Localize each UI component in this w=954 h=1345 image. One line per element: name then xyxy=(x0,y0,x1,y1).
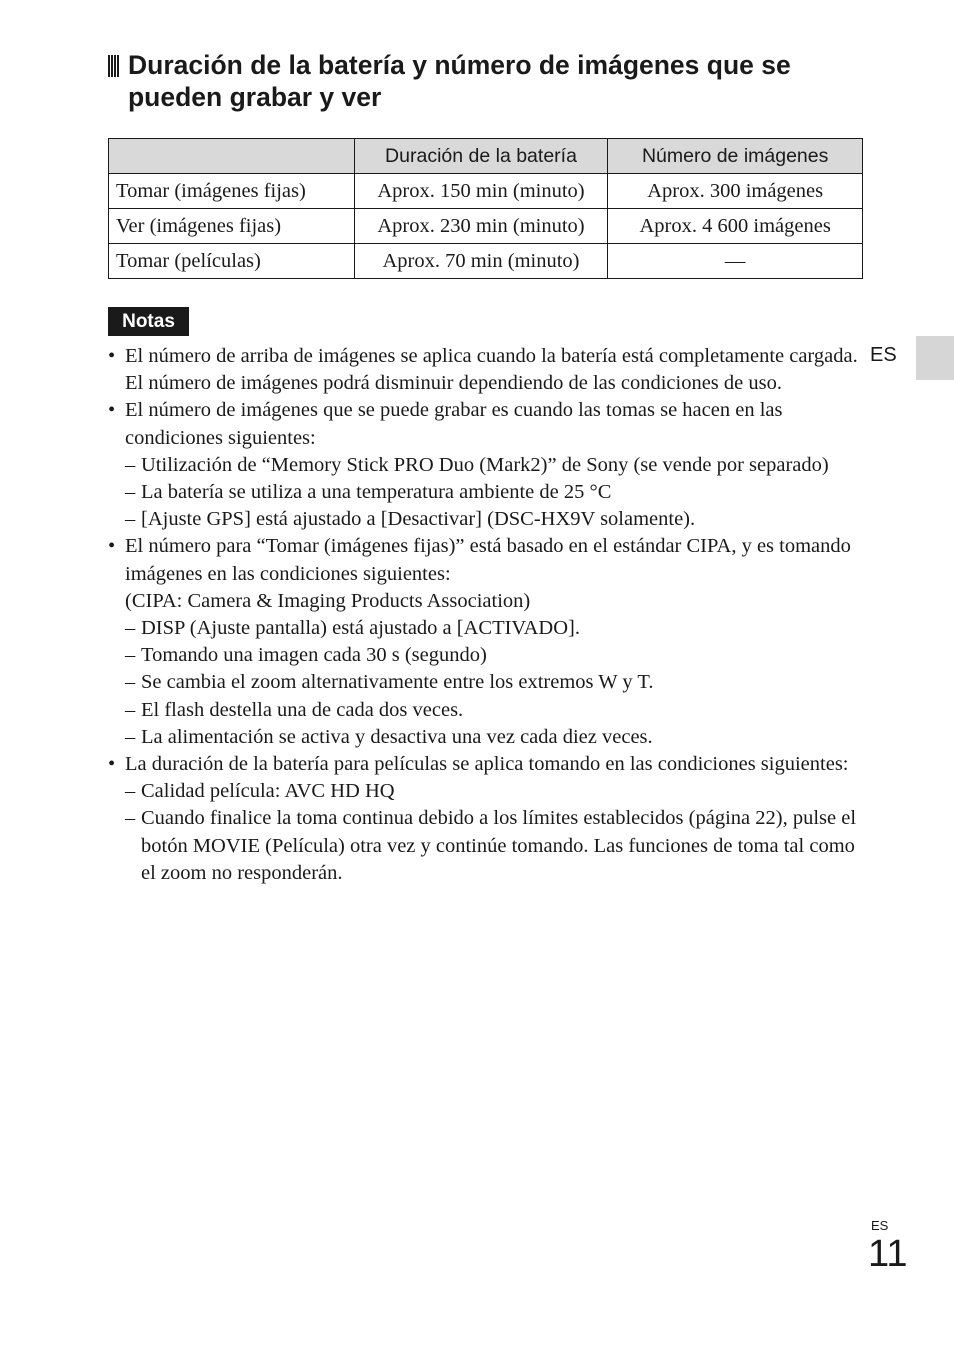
note-subitem: – DISP (Ajuste pantalla) está ajustado a [ACTIVADO]. xyxy=(125,615,868,642)
section-heading xyxy=(108,49,868,113)
table-header-cell xyxy=(109,139,355,174)
note-subitem: – Tomando una imagen cada 30 s (segundo) xyxy=(125,642,868,669)
side-tab xyxy=(916,336,954,380)
note-text: El número de imágenes que se puede grabar es cuando las tomas se hacen en las condiciones siguientes: xyxy=(125,399,783,449)
note-extra: (CIPA: Camera & Imaging Products Association) xyxy=(125,589,531,612)
note-subitem: – Utilización de “Memory Stick PRO Duo (Mark2)” de Sony (se vende por separado) xyxy=(125,452,868,479)
table-cell: Aprox. 70 min (minuto) xyxy=(354,244,608,279)
table-cell: Aprox. 150 min (minuto) xyxy=(354,174,608,209)
note-text: El número de arriba de imágenes se aplica cuando la batería está completamente cargada. El número de imágenes podrá disminuir dependiendo de las condiciones de uso. xyxy=(125,345,858,395)
table-cell: — xyxy=(608,244,863,279)
table-row xyxy=(109,244,863,279)
table-header-cell: Número de imágenes xyxy=(608,139,863,174)
heading-title: Duración de la batería y número de imágenes que se pueden grabar y ver xyxy=(128,50,791,112)
table-header-row xyxy=(109,139,863,174)
table-cell: Aprox. 4 600 imágenes xyxy=(608,209,863,244)
note-subitem: – La batería se utiliza a una temperatura ambiente de 25 °C xyxy=(125,479,868,506)
page-number: 11 xyxy=(868,1233,908,1275)
note-subitem: – [Ajuste GPS] está ajustado a [Desactivar] (DSC-HX9V solamente). xyxy=(125,506,868,533)
note-text: La duración de la batería para películas se aplica tomando en las condiciones siguientes: xyxy=(125,753,849,776)
note-subitem: – Se cambia el zoom alternativamente entre los extremos W y T. xyxy=(125,669,868,696)
table-cell: Aprox. 230 min (minuto) xyxy=(354,209,608,244)
note-subitem: – Calidad película: AVC HD HQ xyxy=(125,778,868,805)
note-item xyxy=(108,397,868,533)
language-label: ES xyxy=(870,344,897,366)
notes-label: Notas xyxy=(108,307,189,336)
battery-table xyxy=(108,138,863,279)
note-item xyxy=(108,533,868,751)
table-cell: Tomar (imágenes fijas) xyxy=(109,174,355,209)
note-text: El número para “Tomar (imágenes fijas)” está basado en el estándar CIPA, y es tomando imágenes en las condiciones siguientes: xyxy=(125,535,851,585)
table-row xyxy=(109,209,863,244)
table-cell: Ver (imágenes fijas) xyxy=(109,209,355,244)
note-item xyxy=(108,343,868,397)
notes-list xyxy=(108,343,868,887)
table-cell: Aprox. 300 imágenes xyxy=(608,174,863,209)
table-row xyxy=(109,174,863,209)
table-header-cell: Duración de la batería xyxy=(354,139,608,174)
note-subitem: – Cuando finalice la toma continua debido a los límites establecidos (página 22), pulse el botón MOVIE (Película) otra vez y continúe tomando. Las funciones de toma tal como el zoom no responderán. xyxy=(125,805,868,887)
page-language: ES xyxy=(871,1218,889,1233)
note-subitem: – El flash destella una de cada dos veces. xyxy=(125,697,868,724)
note-item xyxy=(108,751,868,887)
heading-marker-icon xyxy=(108,55,119,77)
table-cell: Tomar (películas) xyxy=(109,244,355,279)
note-subitem: – La alimentación se activa y desactiva una vez cada diez veces. xyxy=(125,724,868,751)
